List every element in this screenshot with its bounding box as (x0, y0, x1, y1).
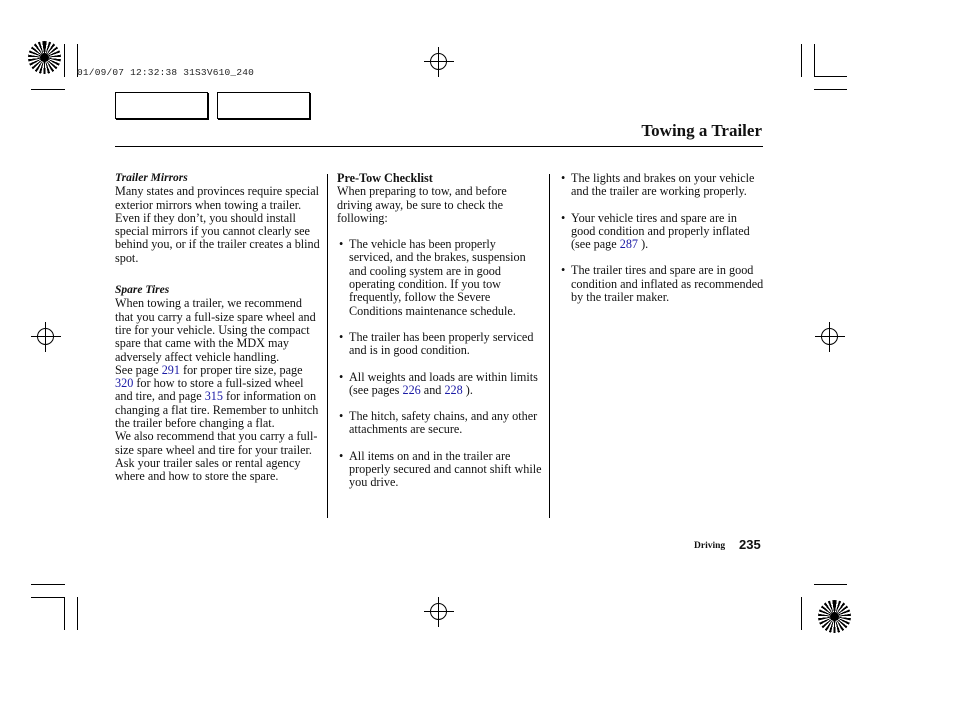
crop-mark (801, 44, 802, 77)
crosshair-icon (31, 322, 61, 352)
column-divider (327, 174, 328, 518)
checklist-continued (559, 172, 764, 304)
crop-mark (77, 597, 78, 630)
section-heading-spare-tires: Spare Tires (115, 284, 170, 297)
bullet-icon: • (339, 369, 344, 384)
bullet-icon: • (339, 409, 344, 424)
crosshair-icon (424, 597, 454, 627)
list-item: • The vehicle has been properly serviced, and the brakes, suspension and cooling system are in good operating condition. If you tow frequently, follow the Severe Conditions maintenance schedule. (339, 237, 526, 318)
page-link-228[interactable]: 228 (444, 382, 463, 397)
page-number: 235 (739, 537, 761, 552)
list-item: • The trailer tires and spare are in good condition and inflated as recommended by the trailer maker. (561, 263, 764, 305)
bullet-icon: • (561, 263, 566, 278)
list-item: • All weights and loads are within limits (see pages 226 and 228 ). (339, 369, 538, 397)
bullet-icon: • (561, 210, 566, 225)
crop-mark (801, 597, 802, 630)
paragraph: We also recommend that you carry a full-size spare wheel and tire for your trailer. Ask your trailer sales or rental agency where and how to store the spare. (115, 429, 318, 484)
crosshair-icon (815, 322, 845, 352)
page-link-315[interactable]: 315 (204, 389, 223, 404)
print-stamp: 01/09/07 12:32:38 31S3V610_240 (77, 67, 255, 78)
header-tab-box (115, 92, 208, 119)
header-rule (115, 146, 763, 147)
crop-mark (31, 597, 65, 598)
crop-mark (64, 44, 65, 77)
crop-mark (814, 76, 847, 77)
bullet-icon: • (339, 329, 344, 344)
column-divider (549, 174, 550, 518)
page-link-226[interactable]: 226 (402, 382, 421, 397)
crop-mark (814, 44, 815, 77)
page-link-287[interactable]: 287 (619, 237, 639, 252)
paragraph: When preparing to tow, and before driving away, be sure to check the following: (337, 184, 507, 225)
list-item: • Your vehicle tires and spare are in good condition and properly inflated (see page 287 ). (561, 210, 750, 252)
column-middle (337, 172, 542, 490)
bullet-icon: • (339, 448, 344, 463)
page-link-320[interactable]: 320 (115, 376, 134, 391)
paragraph: Many states and provinces require special exterior mirrors when towing a trailer. Even if they don’t, you should install special mirrors if you cannot clearly see behind you, or if the trailer creates a blind spot. (115, 184, 320, 265)
column-right (559, 172, 764, 304)
section-heading-trailer-mirrors: Trailer Mirrors (115, 172, 188, 184)
paragraph: When towing a trailer, we recommend that you carry a full-size spare wheel and tire for your vehicle. Using the compact spare that came with the MDX may adversely affect vehicle handling. (115, 296, 316, 364)
page-title: Towing a Trailer (641, 121, 762, 140)
checklist (337, 238, 542, 489)
crop-mark (814, 584, 847, 585)
crop-mark (31, 584, 65, 585)
crop-mark (31, 89, 65, 90)
bullet-icon: • (561, 171, 566, 185)
header-tab-box (217, 92, 310, 119)
bullet-icon: • (339, 237, 344, 252)
crop-mark (814, 89, 847, 90)
page-link-291[interactable]: 291 (161, 362, 180, 377)
crosshair-icon (424, 47, 454, 77)
registration-target-icon (28, 41, 61, 74)
paragraph-references: See page 291 for proper tire size, page 320 for how to store a full-sized wheel and tire, and page 315 for information on changing a flat tire. Remember to unhitch the trailer before changing a flat. (115, 362, 319, 431)
registration-target-icon (818, 600, 851, 633)
list-item: • All items on and in the trailer are properly secured and cannot shift while you drive. (339, 448, 542, 490)
section-heading-pre-tow-checklist: Pre-Tow Checklist (337, 171, 433, 185)
crop-mark (64, 597, 65, 630)
list-item: • The hitch, safety chains, and any other attachments are secure. (339, 409, 538, 437)
footer-section-label: Driving (694, 541, 726, 551)
list-item: • The trailer has been properly serviced and is in good condition. (339, 329, 534, 358)
column-left (115, 172, 323, 484)
list-item: • The lights and brakes on your vehicle and the trailer are working properly. (561, 171, 755, 199)
